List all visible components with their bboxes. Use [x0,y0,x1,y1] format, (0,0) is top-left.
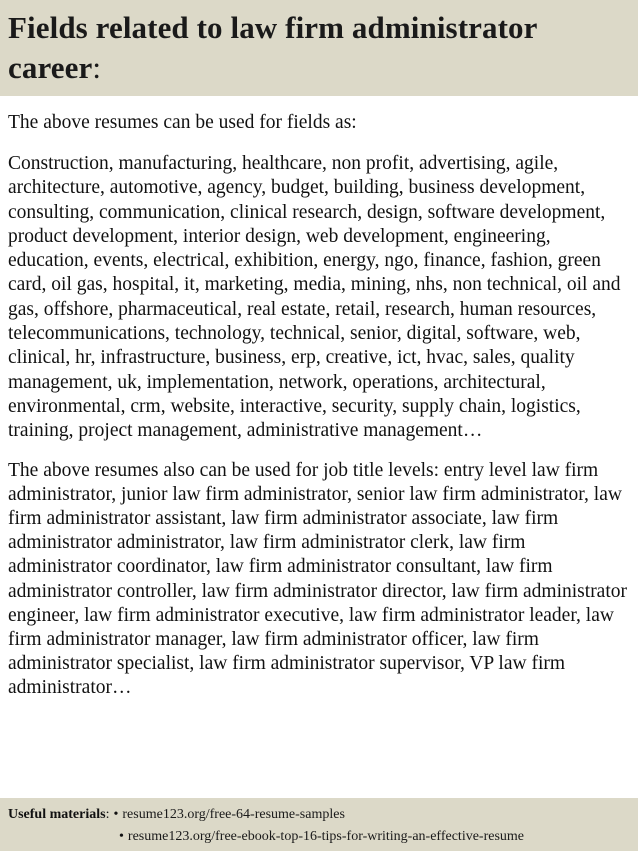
useful-materials-label: Useful materials [8,807,106,822]
page-title-text: Fields related to law firm administrator career [8,10,537,85]
bullet-icon: • [113,807,119,822]
intro-text: The above resumes can be used for fields as: [8,112,357,133]
resume-samples-link[interactable]: resume123.org/free-64-resume-samples [122,807,345,822]
page-title-colon: : [92,50,102,85]
bullet-icon: • [119,829,124,844]
main-content [8,110,632,701]
page-title [8,8,628,88]
footer-row-1 [8,804,630,826]
footer-row-2 [8,826,630,848]
header-banner [0,0,638,96]
fields-list: Construction, manufacturing, healthcare, non profit, advertising, agile, architecture, automotive, agency, budget, building, business development, consulting, communication, clinical research, design, software development, product development, interior design, web development, engineering, education, events, electrical, exhibition, energy, ngo, finance, fashion, green card, oil gas, hospital, it, marketing, media, mining, nhs, non technical, oil and gas, offshore, pharmaceutical, real estate, retail, research, human resources, telecommunications, technology, technical, senior, digital, software, web, clinical, hr, infrastructure, business, erp, creative, ict, hvac, sales, quality management, uk, implementation, network, operations, architectural, environmental, crm, website, interactive, security, supply chain, logistics, training, project management, administrative management… [8,153,621,442]
useful-materials-colon: : [105,807,110,822]
ebook-tips-link[interactable]: resume123.org/free-ebook-top-16-tips-for-writing-an-effective-resume [127,829,525,844]
job-levels-list: The above resumes also can be used for job title levels: entry level law firm administrator, junior law firm administrator, senior law firm administrator, law firm administrator assistant, law firm administrator associate, law firm administrator administrator, law firm administrator clerk, law firm administrator coordinator, law firm administrator consultant, law firm administrator controller, law firm administrator director, law firm administrator engineer, law firm administrator executive, law firm administrator leader, law firm administrator manager, law firm administrator officer, law firm administrator specialist, law firm administrator supervisor, VP law firm administrator… [8,459,628,699]
footer-banner [0,798,638,851]
